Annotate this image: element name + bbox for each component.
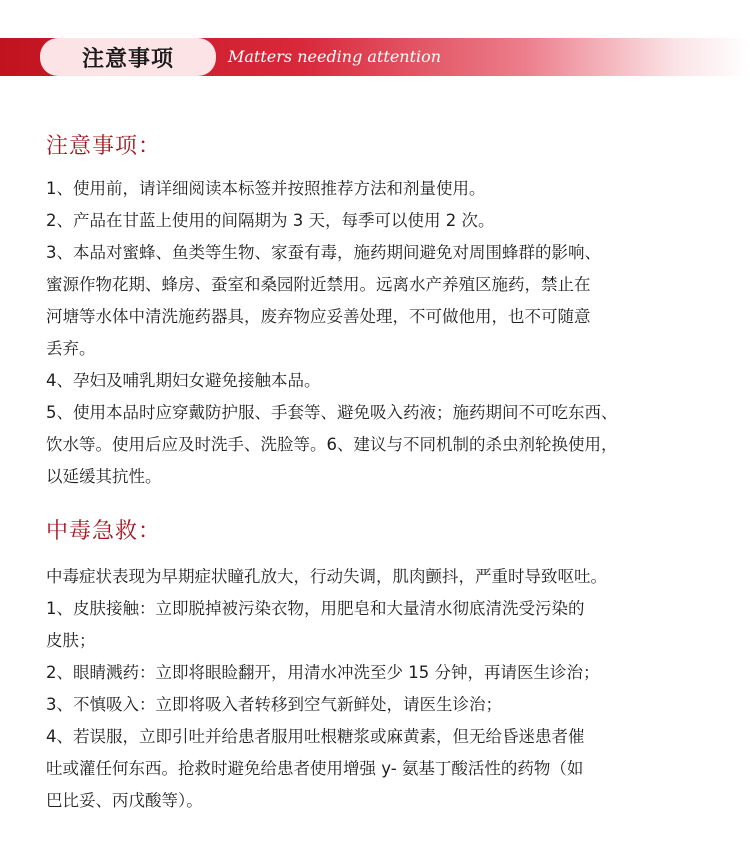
precautions-line: 3、本品对蜜蜂、鱼类等生物、家蚕有毒，施药期间避免对周围蜂群的影响、: [46, 243, 601, 262]
first-aid-title: 中毒急救：: [46, 519, 162, 544]
precautions-line: 4、孕妇及哺乳期妇女避免接触本品。: [46, 371, 321, 390]
first-aid-line: 中毒症状表现为早期症状瞳孔放大，行动失调，肌肉颤抖，严重时导致呕吐。: [46, 567, 607, 586]
first-aid-line: 吐或灌任何东西。抢救时避免给患者使用增强 y- 氨基丁酸活性的药物（如: [46, 759, 584, 778]
precautions-line: 以延缓其抗性。: [46, 467, 162, 486]
precautions-line: 1、使用前，请详细阅读本标签并按照推荐方法和剂量使用。: [46, 179, 486, 198]
precautions-line: 5、使用本品时应穿戴防护服、手套等、避免吸入药液；施药期间不可吃东西、: [46, 403, 618, 422]
first-aid-line: 4、若误服，立即引吐并给患者服用吐根糖浆或麻黄素，但无给昏迷患者催: [46, 727, 585, 746]
banner-title-en: Matters needing attention: [228, 47, 442, 66]
banner-title-cn: 注意事项: [81, 46, 174, 72]
precautions-line: 河塘等水体中清洗施药器具，废弃物应妥善处理，不可做他用，也不可随意: [46, 307, 591, 326]
first-aid-line: 3、不慎吸入：立即将吸入者转移到空气新鲜处，请医生诊治；: [46, 695, 502, 714]
first-aid-line: 2、眼睛溅药：立即将眼睑翻开，用清水冲洗至少 15 分钟，再请医生诊治；: [46, 663, 600, 682]
precautions-title: 注意事项：: [46, 134, 162, 159]
first-aid-line: 皮肤；: [46, 631, 96, 650]
precautions-line: 丢弃。: [46, 339, 96, 358]
precautions-line: 饮水等。使用后应及时洗手、洗脸等。6、建议与不同机制的杀虫剂轮换使用，: [46, 435, 618, 454]
first-aid-line: 巴比妥、丙戊酸等）。: [46, 791, 203, 810]
precautions-list: [46, 173, 726, 493]
precautions-line: 2、产品在甘蓝上使用的间隔期为 3 天，每季可以使用 2 次。: [46, 211, 495, 230]
precautions-line: 蜜源作物花期、蜂房、蚕室和桑园附近禁用。远离水产养殖区施药，禁止在: [46, 275, 591, 294]
first-aid-line: 1、皮肤接触：立即脱掉被污染衣物，用肥皂和大量清水彻底清洗受污染的: [46, 599, 585, 618]
banner-title-tab: [40, 38, 216, 76]
first-aid-list: [46, 561, 726, 817]
